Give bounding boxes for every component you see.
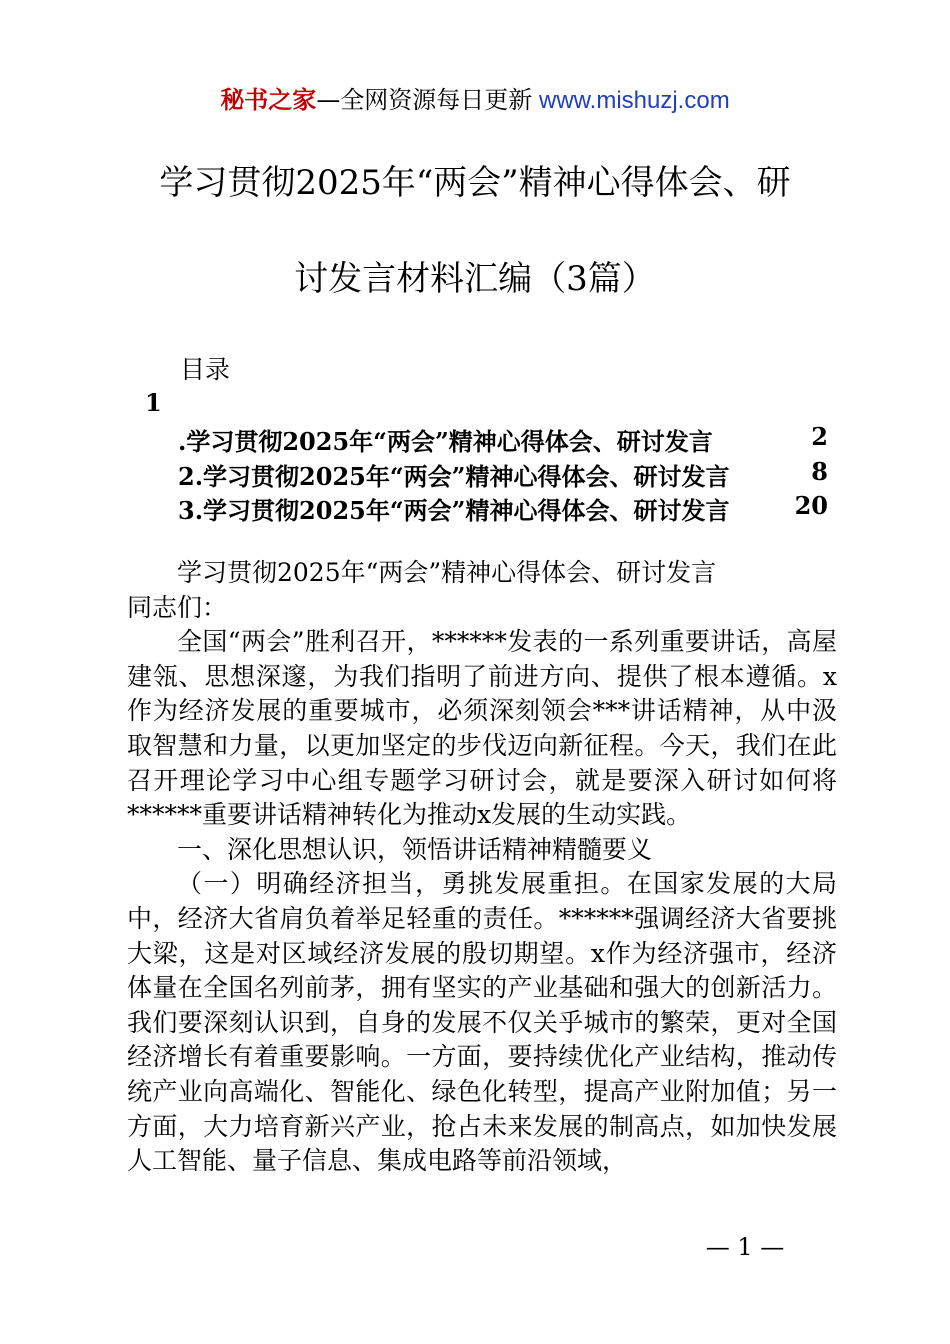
- article-body: [127, 556, 837, 1179]
- toc-item-2-text: 2.学习贯彻2025年“两会”精神心得体会、研讨发言: [178, 462, 730, 491]
- article-title: 学习贯彻2025年“两会”精神心得体会、研讨发言: [177, 558, 717, 587]
- site-tagline: —全网资源每日更新: [316, 86, 533, 114]
- section-heading-1: 一、深化思想认识，领悟讲话精神精髓要义: [177, 834, 653, 864]
- toc-item-3-page: 20: [794, 491, 828, 520]
- toc-item-2[interactable]: [178, 457, 828, 492]
- toc-item-3[interactable]: [178, 491, 828, 526]
- article-paragraph-2: （一）明确经济担当，勇挑发展重担。在国家发展的大局中，经济大省肩负着举足轻重的责任。******强调经济大省要挑大梁，这是对区域经济发展的殷切期望。x作为经济强市，经济体量在全国名列前茅，拥有坚实的产业基础和强大的创新活力。我们要深刻认识到，自身的发展不仅关乎城市的繁荣，更对全国经济增长有着重要影响。一方面，要持续优化产业结构，推动传统产业向高端化、智能化、绿色化转型，提高产业附加值；另一方面，大力培育新兴产业，抢占未来发展的制高点，如加快发展人工智能、量子信息、集成电路等前沿领域，: [127, 869, 837, 1176]
- toc-item-1-page: 2: [811, 422, 828, 451]
- page-number: — 1 —: [705, 1233, 785, 1261]
- toc-heading: 目录: [180, 355, 231, 384]
- toc-item-2-page: 8: [811, 457, 828, 486]
- toc-item-3-text: 3.学习贯彻2025年“两会”精神心得体会、研讨发言: [178, 496, 730, 525]
- toc-item-1[interactable]: [178, 422, 828, 457]
- article-greeting: 同志们：: [127, 592, 228, 622]
- site-header: [0, 80, 950, 115]
- toc-item-1-number: 1: [145, 388, 162, 417]
- document-title-line-2: 讨发言材料汇编（3篇）: [294, 259, 656, 299]
- toc-item-1-text: .学习贯彻2025年“两会”精神心得体会、研讨发言: [178, 427, 713, 456]
- site-url-link[interactable]: www.mishuzj.com: [532, 87, 730, 114]
- article-paragraph-1: 全国“两会”胜利召开，******发表的一系列重要讲话，高屋建瓴、思想深邃，为我们指明了前进方向、提供了根本遵循。x作为经济发展的重要城市，必须深刻领会***讲话精神，从中汲取智慧和力量，以更加坚定的步伐迈向新征程。今天，我们在此召开理论学习中心组专题学习研讨会，就是要深入研讨如何将******重要讲话精神转化为推动x发展的生动实践。: [127, 627, 837, 830]
- document-title-line-1: 学习贯彻2025年“两会”精神心得体会、研: [159, 163, 791, 203]
- site-brand: 秘书之家: [220, 86, 317, 114]
